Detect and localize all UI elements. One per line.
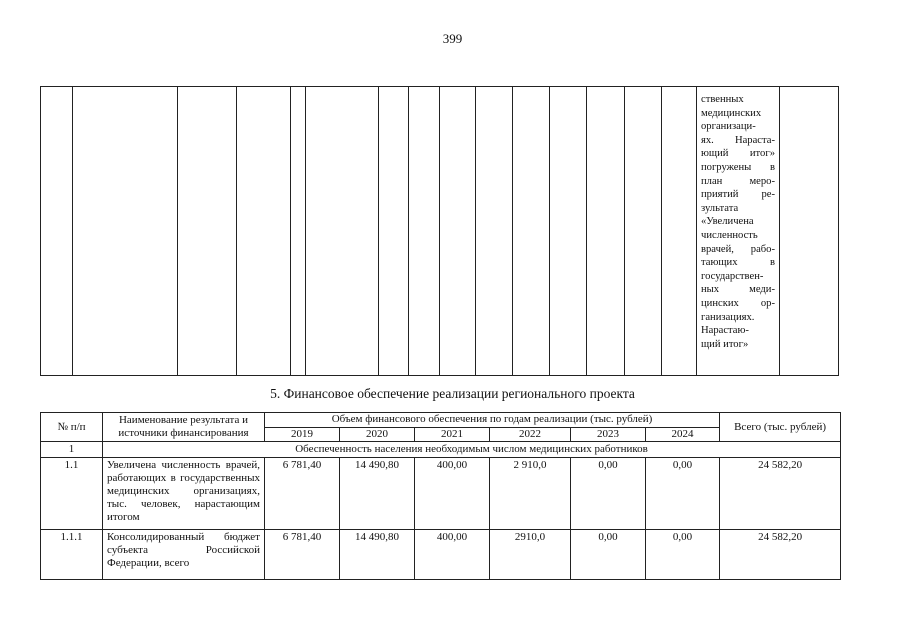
column-divider: [305, 87, 306, 375]
note-line: зультата: [701, 202, 739, 214]
group-num: 1: [41, 442, 103, 458]
row-total: 24 582,20: [720, 458, 841, 530]
section-title: 5. Финансовое обеспечение реализации регионального проекта: [270, 386, 635, 401]
financing-table: [40, 412, 841, 580]
header-num: № п/п: [41, 413, 103, 442]
note-line: ганизациях.: [701, 311, 755, 323]
header-year: 2020: [340, 427, 415, 442]
row-name: Увеличена численность врачей, работающих в государственных медицинских организациях, тыс. человек, нарастающим итогом: [103, 458, 265, 530]
row-value: 0,00: [646, 458, 720, 530]
note-line: численность: [701, 229, 758, 241]
column-divider: [549, 87, 550, 375]
header-year: 2021: [415, 427, 490, 442]
table-row: [41, 458, 841, 530]
note-line: медицинских: [701, 107, 762, 119]
note-line: государствен-: [701, 270, 764, 282]
note-line: щий итог»: [701, 338, 749, 350]
note-line: организаци-: [701, 121, 756, 133]
note-line: ющий итог»: [701, 148, 775, 160]
row-value: 0,00: [571, 458, 646, 530]
column-divider: [661, 87, 662, 375]
row-value: 6 781,40: [265, 458, 340, 530]
header-year: 2023: [571, 427, 646, 442]
page-number: 399: [442, 31, 463, 46]
table-row: [41, 530, 841, 580]
column-divider: [779, 87, 780, 375]
note-line: ственных: [701, 94, 744, 105]
column-divider: [475, 87, 476, 375]
row-total: 24 582,20: [720, 530, 841, 580]
note-line: приятий ре-: [701, 189, 775, 201]
continuation-table: [40, 86, 839, 376]
note-line: «Увеличена: [701, 216, 754, 228]
header-year: 2024: [646, 427, 720, 442]
continuation-note: [701, 93, 775, 351]
column-divider: [512, 87, 513, 375]
group-title: Обеспеченность населения необходимым числом медицинских работников: [103, 442, 841, 458]
column-divider: [177, 87, 178, 375]
row-value: 0,00: [646, 530, 720, 580]
note-line: Нарастаю-: [701, 325, 749, 337]
note-line: погружены в: [701, 161, 775, 173]
column-divider: [439, 87, 440, 375]
header-total: Всего (тыс. рублей): [720, 413, 841, 442]
header-name: Наименование результата и источники финансирования: [103, 413, 265, 442]
column-divider: [378, 87, 379, 375]
note-line: план меро-: [701, 175, 775, 187]
note-line: ях. Нараста-: [701, 134, 775, 146]
row-value: 400,00: [415, 458, 490, 530]
row-value: 6 781,40: [265, 530, 340, 580]
column-divider: [236, 87, 237, 375]
header-volume: Объем финансового обеспечения по годам реализации (тыс. рублей): [265, 413, 720, 428]
note-line: тающих в: [701, 257, 775, 269]
column-divider: [72, 87, 73, 375]
column-divider: [624, 87, 625, 375]
row-value: 14 490,80: [340, 530, 415, 580]
row-num: 1.1: [41, 458, 103, 530]
column-divider: [290, 87, 291, 375]
note-line: врачей, рабо-: [701, 243, 775, 255]
header-row: [41, 413, 841, 428]
row-value: 2 910,0: [490, 458, 571, 530]
header-year: 2022: [490, 427, 571, 442]
column-divider: [408, 87, 409, 375]
note-line: цинских ор-: [701, 297, 775, 309]
row-value: 14 490,80: [340, 458, 415, 530]
row-value: 400,00: [415, 530, 490, 580]
header-year: 2019: [265, 427, 340, 442]
row-name: Консолидированный бюджет субъекта Российской Федерации, всего: [103, 530, 265, 580]
column-divider: [586, 87, 587, 375]
group-row: [41, 442, 841, 458]
column-divider: [696, 87, 697, 375]
row-value: 2910,0: [490, 530, 571, 580]
row-value: 0,00: [571, 530, 646, 580]
note-line: ных меди-: [701, 284, 775, 296]
row-num: 1.1.1: [41, 530, 103, 580]
